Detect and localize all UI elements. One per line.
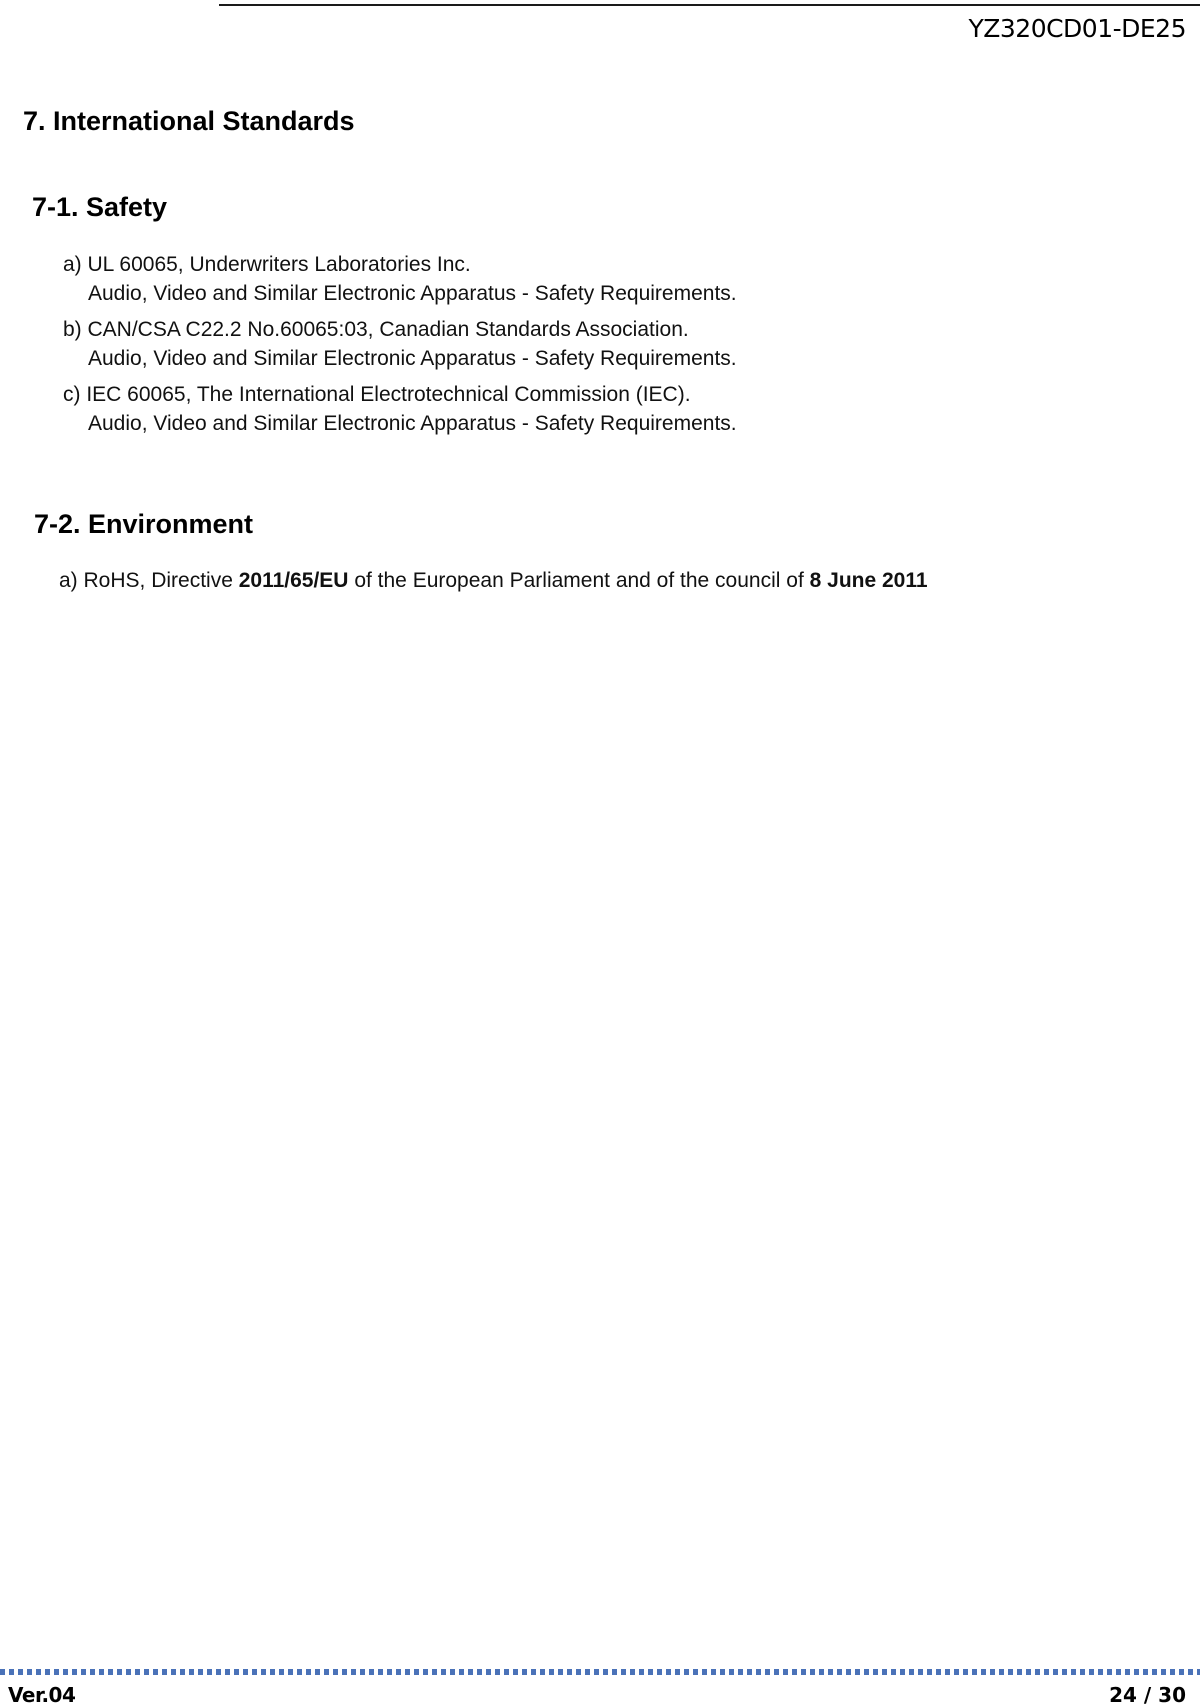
safety-item-csa — [63, 315, 737, 373]
document-code: YZ320CD01-DE25 — [968, 14, 1186, 43]
page-number: 24 / 30 — [1109, 1683, 1186, 1707]
footer-dotted-rule — [0, 1669, 1200, 1675]
environment-item-rohs — [59, 566, 928, 595]
header-rule — [219, 4, 1200, 6]
version-label: Ver.04 — [8, 1683, 76, 1707]
safety-item-csa-title: b) CAN/CSA C22.2 No.60065:03, Canadian Standards Association. — [63, 318, 689, 341]
section-title: 7. International Standards — [23, 106, 355, 136]
environment-heading: 7-2. Environment — [34, 509, 254, 539]
safety-item-ul-desc: Audio, Video and Similar Electronic Apparatus - Safety Requirements. — [88, 282, 737, 305]
safety-item-ul — [63, 250, 737, 308]
safety-item-iec-title: c) IEC 60065, The International Electrotechnical Commission (IEC). — [63, 383, 691, 406]
rohs-date: 8 June 2011 — [809, 569, 928, 592]
safety-item-iec-desc: Audio, Video and Similar Electronic Apparatus - Safety Requirements. — [88, 412, 737, 435]
safety-item-csa-desc: Audio, Video and Similar Electronic Apparatus - Safety Requirements. — [88, 347, 737, 370]
rohs-directive: 2011/65/EU — [238, 569, 349, 592]
safety-item-iec — [63, 380, 737, 438]
safety-heading: 7-1. Safety — [32, 192, 168, 222]
rohs-middle: of the European Parliament and of the council of — [348, 569, 810, 592]
rohs-prefix: a) RoHS, Directive — [59, 569, 239, 592]
safety-item-ul-title: a) UL 60065, Underwriters Laboratories Inc. — [63, 253, 471, 276]
